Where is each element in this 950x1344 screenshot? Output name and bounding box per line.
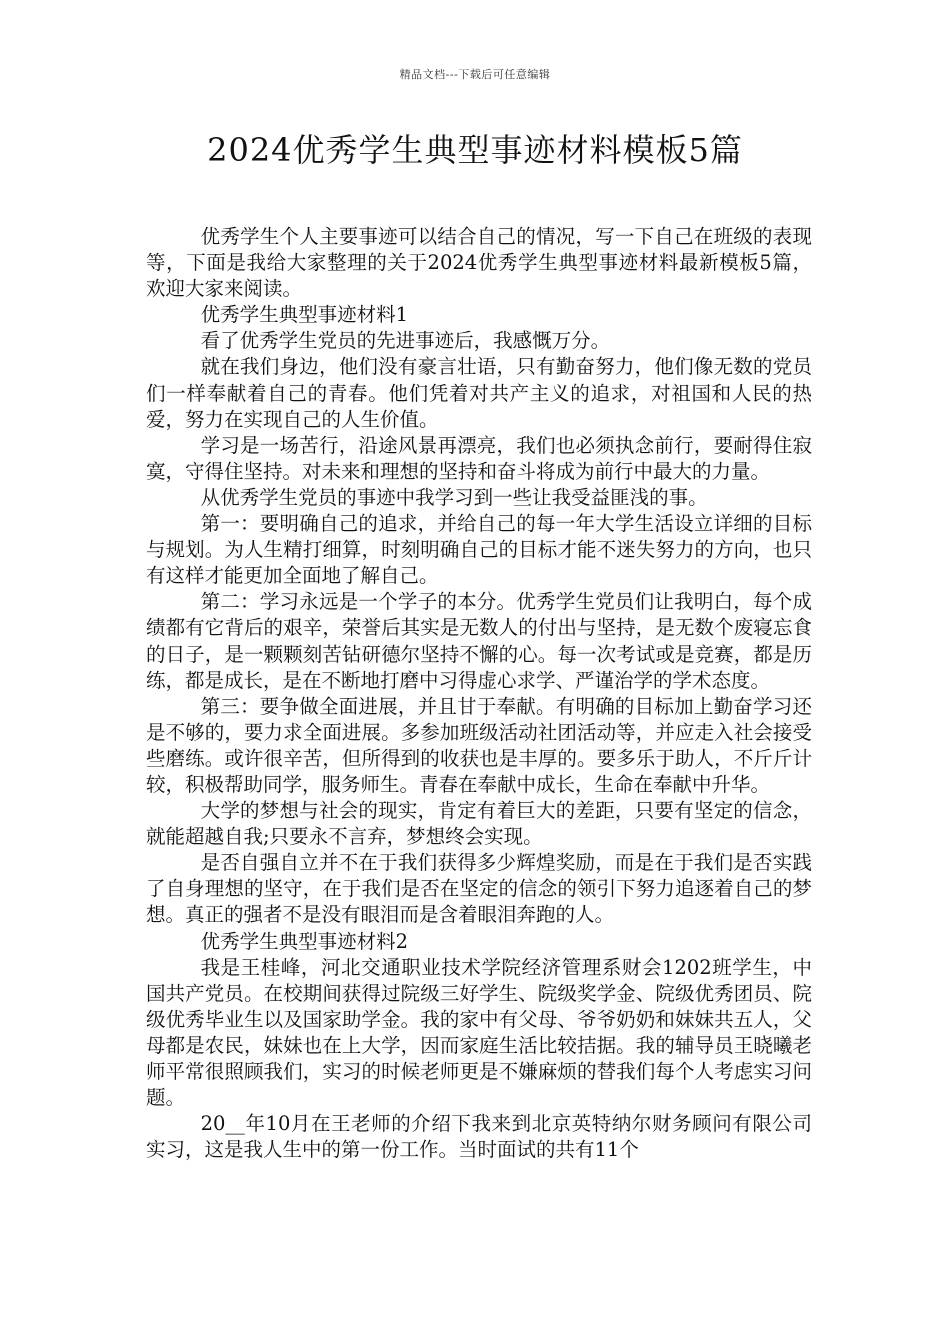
document-body [146, 224, 812, 1163]
paragraph: 我是王桂峰，河北交通职业技术学院经济管理系财会1202班学生，中国共产党员。在校期间获得过院级三好学生、院级奖学金、院级优秀团员、院级优秀毕业生以及国家助学金。我的家中有父母、爷爷奶奶和妹妹共五人，父母都是农民，妹妹也在上大学，因而家庭生活比较拮据。我的辅导员王晓曦老师平常很照顾我们，实习的时候老师更是不嫌麻烦的替我们每个人考虑实习问题。 [146, 955, 812, 1110]
page-header-note: 精品文档---下载后可任意编辑 [399, 68, 551, 81]
section-heading-2: 优秀学生典型事迹材料2 [200, 929, 409, 953]
paragraph: 大学的梦想与社会的现实，肯定有着巨大的差距，只要有坚定的信念，就能超越自我;只要永不言弃，梦想终会实现。 [146, 799, 812, 849]
paragraph: 是否自强自立并不在于我们获得多少辉煌奖励，而是在于我们是否实践了自身理想的坚守，在于我们是否在坚定的信念的领引下努力追逐着自己的梦想。真正的强者不是没有眼泪而是含着眼泪奔跑的人。 [146, 851, 812, 927]
paragraph: 就在我们身边，他们没有豪言壮语，只有勤奋努力，他们像无数的党员们一样奉献着自己的青春。他们凭着对共产主义的追求，对祖国和人民的热爱，努力在实现自己的人生价值。 [146, 355, 812, 431]
paragraph: 第二：学习永远是一个学子的本分。优秀学生党员们让我明白，每个成绩都有它背后的艰辛，荣誉后其实是无数人的付出与坚持，是无数个废寝忘食的日子，是一颗颗刻苦钻研德尔坚持不懈的心。每一次考试或是竞赛，都是历练，都是成长，是在不断地打磨中习得虚心求学、严谨治学的学术态度。 [146, 590, 812, 692]
paragraph: 从优秀学生党员的事迹中我学习到一些让我受益匪浅的事。 [200, 485, 708, 509]
paragraph-intro: 优秀学生个人主要事迹可以结合自己的情况，写一下自己在班级的表现等，下面是我给大家整理的关于2024优秀学生典型事迹材料最新模板5篇，欢迎大家来阅读。 [146, 225, 812, 301]
paragraph: 看了优秀学生党员的先进事迹后，我感慨万分。 [200, 329, 611, 353]
paragraph: 20__年10月在王老师的介绍下我来到北京英特纳尔财务顾问有限公司实习，这是我人生中的第一份工作。当时面试的共有11个 [146, 1112, 812, 1162]
paragraph: 第一：要明确自己的追求，并给自己的每一年大学生活设立详细的目标与规划。为人生精打细算，时刻明确自己的目标才能不迷失努力的方向，也只有这样才能更加全面地了解自己。 [146, 512, 812, 588]
paragraph: 学习是一场苦行，沿途风景再漂亮，我们也必须执念前行，要耐得住寂寞，守得住坚持。对未来和理想的坚持和奋斗将成为前行中最大的力量。 [146, 433, 812, 483]
section-heading-1: 优秀学生典型事迹材料1 [200, 303, 409, 327]
document-title: 2024优秀学生典型事迹材料模板5篇 [207, 131, 743, 169]
paragraph: 第三：要争做全面进展，并且甘于奉献。有明确的目标加上勤奋学习还是不够的，要力求全面进展。多参加班级活动社团活动等，并应走入社会接受些磨练。或许很辛苦，但所得到的收获也是丰厚的。要多乐于助人，不斤斤计较，积极帮助同学，服务师生。青春在奉献中成长，生命在奉献中升华。 [146, 694, 812, 796]
